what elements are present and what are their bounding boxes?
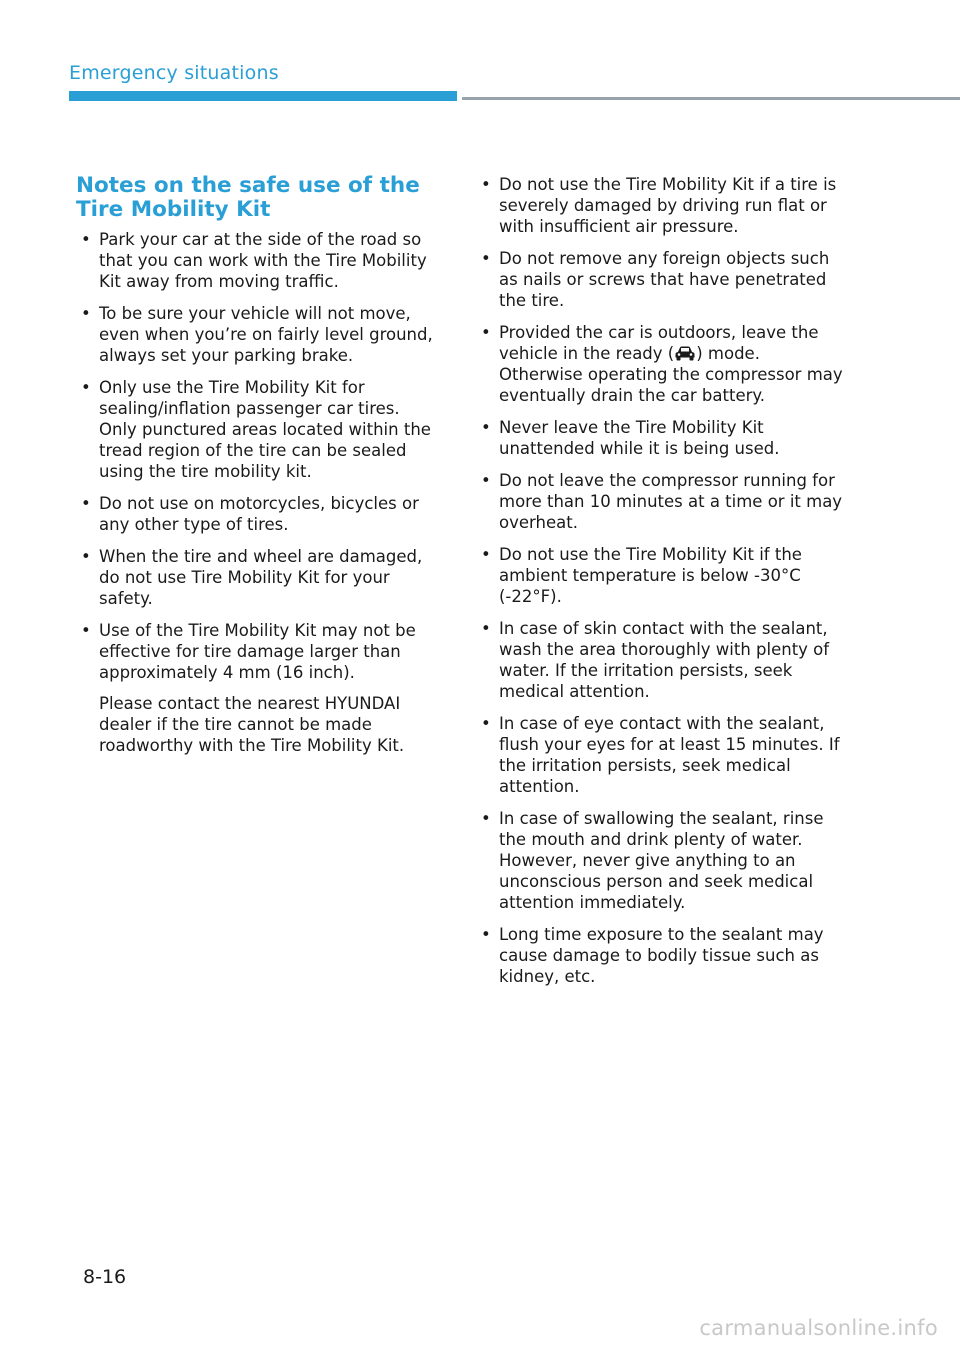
left-bullet-list [76, 229, 442, 756]
bullet-icon: • [481, 925, 491, 944]
list-item: • To be sure your vehicle will not move, even when you’re on fairly level ground, always set your parking brake. [81, 304, 433, 365]
bullet-icon: • [81, 621, 91, 640]
bullet-icon: • [481, 418, 491, 437]
bullet-icon: • [481, 471, 491, 490]
bullet-icon: • [481, 249, 491, 268]
bullet-icon: • [481, 323, 491, 342]
list-item: • When the tire and wheel are damaged, do not use Tire Mobility Kit for your safety. [81, 547, 423, 608]
bullet-icon: • [481, 714, 491, 733]
list-item: • In case of eye contact with the sealant, flush your eyes for at least 15 minutes. If the irritation persists, seek medical attention. [481, 714, 840, 796]
bullet-icon: • [81, 304, 91, 323]
list-item: • Do not use on motorcycles, bicycles or any other type of tires. [81, 494, 419, 534]
watermark: carmanualsonline.info [699, 1316, 938, 1340]
bullet-icon: • [81, 230, 91, 249]
running-header-title: Emergency situations [69, 62, 279, 84]
right-bullet-list [476, 174, 846, 987]
ready-mode-car-icon [674, 345, 696, 362]
list-item: • Provided the car is outdoors, leave the vehicle in the ready ( ) mode. Otherwise operating the compressor may eventually drain the car battery. [481, 323, 843, 405]
list-item: • Do not remove any foreign objects such as nails or screws that have penetrated the tire. [481, 249, 830, 310]
list-item: • Never leave the Tire Mobility Kit unattended while it is being used. [481, 418, 780, 458]
left-column [76, 229, 442, 767]
right-column [476, 174, 846, 998]
bullet-icon: • [81, 494, 91, 513]
section-heading: Notes on the safe use of the Tire Mobility Kit [76, 173, 420, 222]
list-item: • In case of skin contact with the sealant, wash the area thoroughly with plenty of water. If the irritation persists, seek medical attention. [481, 619, 830, 701]
list-item: • Do not use the Tire Mobility Kit if a tire is severely damaged by driving run flat or with insufficient air pressure. [481, 175, 837, 236]
list-item: • Use of the Tire Mobility Kit may not be effective for tire damage larger than approximately 4 mm (16 inch). Please contact the nearest HYUNDAI dealer if the tire cannot be made roadworthy with the Tire Mobility Kit. [76, 620, 442, 756]
list-item-note: Please contact the nearest HYUNDAI dealer if the tire cannot be made roadworthy with the Tire Mobility Kit. [99, 694, 405, 755]
list-item: • Do not use the Tire Mobility Kit if the ambient temperature is below -30°C (-22°F). [481, 545, 802, 606]
bullet-icon: • [481, 619, 491, 638]
page-number: 8-16 [83, 1266, 127, 1288]
bullet-icon: • [81, 547, 91, 566]
bullet-icon: • [481, 545, 491, 564]
list-item: • Long time exposure to the sealant may cause damage to bodily tissue such as kidney, etc. [481, 925, 824, 986]
bullet-icon: • [481, 175, 491, 194]
list-item: • Do not leave the compressor running for more than 10 minutes at a time or it may overheat. [481, 471, 843, 532]
header-accent-bar [69, 91, 457, 101]
bullet-icon: • [81, 378, 91, 397]
list-item: • Park your car at the side of the road so that you can work with the Tire Mobility Kit away from moving traffic. [81, 230, 427, 291]
header-rule [462, 97, 960, 100]
list-item: • In case of swallowing the sealant, rinse the mouth and drink plenty of water. However, never give anything to an unconscious person and seek medical attention immediately. [481, 809, 824, 912]
list-item: • Only use the Tire Mobility Kit for sealing/inflation passenger car tires. Only punctured areas located within the tread region of the tire can be sealed using the tire mobility kit. [81, 378, 431, 481]
bullet-icon: • [481, 809, 491, 828]
